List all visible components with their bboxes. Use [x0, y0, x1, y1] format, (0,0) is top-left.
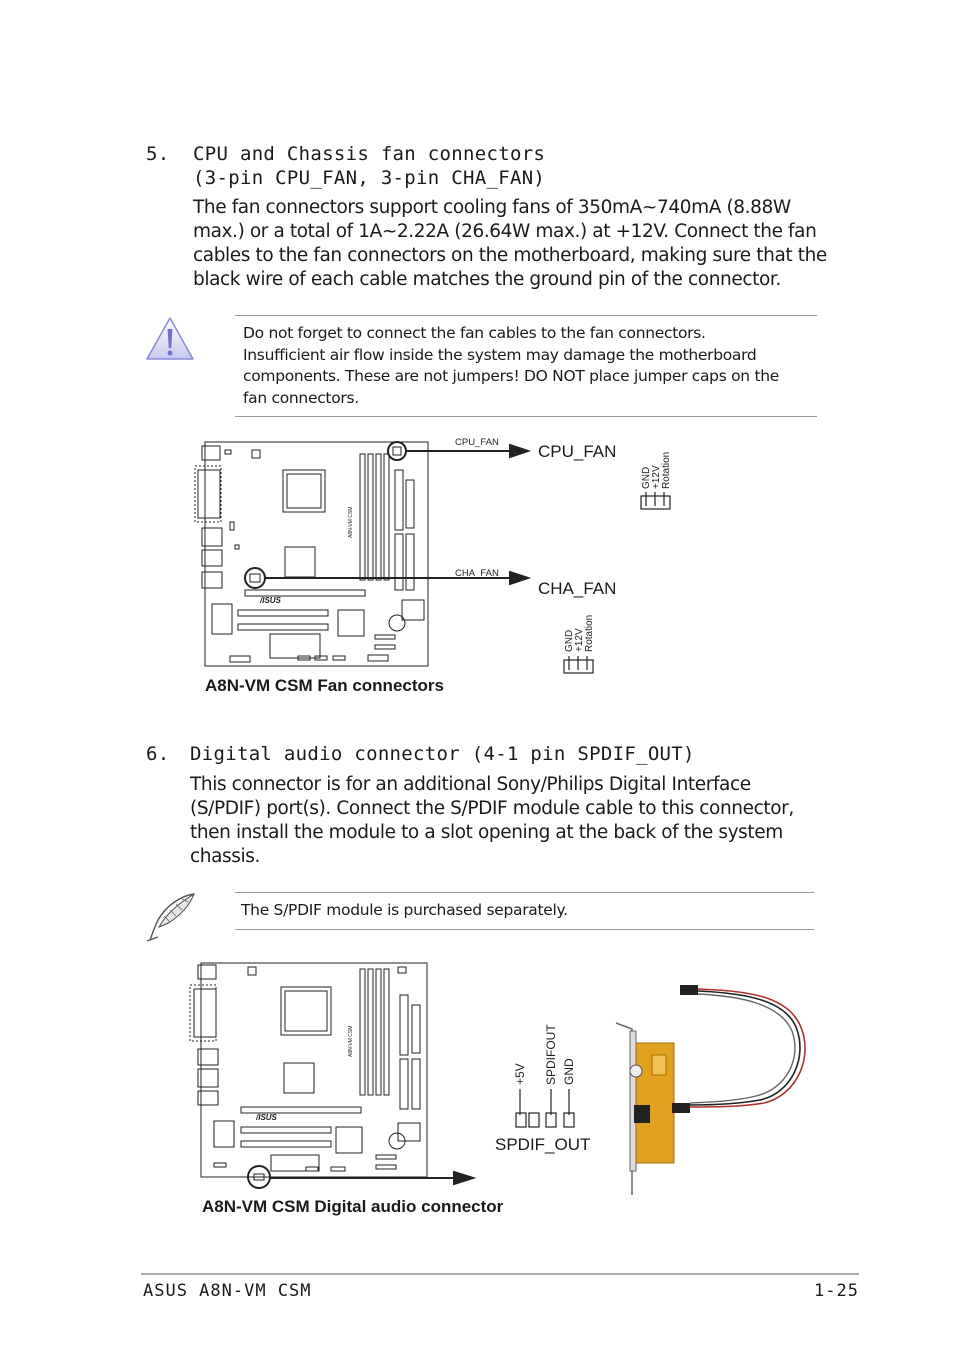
- warning-line: Insufficient air flow inside the system may damage the motherboard: [243, 345, 757, 364]
- warning-top-rule: [235, 315, 817, 316]
- fan-diagram-caption: A8N-VM CSM Fan connectors: [205, 676, 444, 695]
- board-logo: /ISUS: [256, 1113, 277, 1122]
- spdif-header-icon: [516, 1089, 574, 1127]
- footer-page-number: 1-25: [814, 1281, 859, 1301]
- section6-number: 6.: [146, 743, 170, 765]
- cha-pin-gnd: GND: [564, 629, 575, 652]
- body-line: This connector is for an additional Sony/Philips Digital Interface: [190, 774, 751, 795]
- board-model-text: A8N-VM CSM: [348, 1025, 354, 1057]
- body-line: then install the module to a slot opening at the back of the system: [190, 822, 783, 843]
- note-bottom-rule: [235, 929, 814, 930]
- body-line: chassis.: [190, 846, 260, 867]
- warning-line: fan connectors.: [243, 388, 359, 407]
- body-line: black wire of each cable matches the ground pin of the connector.: [193, 269, 781, 290]
- note-top-rule: [235, 892, 814, 893]
- board-logo: /ISUS: [260, 596, 281, 605]
- feather-pen-icon: [144, 890, 200, 944]
- spdif-module-illustration: [616, 985, 805, 1195]
- cha-fan-header-icon: [564, 656, 593, 673]
- spdif-pin-gnd: GND: [562, 1058, 576, 1085]
- cha-pin-12v: +12V: [574, 628, 585, 652]
- cha-pin-rotation: Rotation: [584, 614, 595, 652]
- cpu-pin-rotation: Rotation: [661, 451, 672, 489]
- cha-fan-small-label: CHA_FAN: [455, 568, 499, 579]
- cha-fan-label: CHA_FAN: [538, 579, 617, 598]
- warning-text: [243, 323, 813, 409]
- spdif-out-label: SPDIF_OUT: [495, 1135, 591, 1154]
- warning-line: components. These are not jumpers! DO NOT place jumper caps on the: [243, 367, 779, 385]
- spdif-diagram-caption: A8N-VM CSM Digital audio connector: [202, 1197, 504, 1216]
- spdif-pin-spdifout: SPDIFOUT: [544, 1024, 558, 1085]
- spdif-connector-diagram: [186, 955, 826, 1205]
- body-line: (S/PDIF) port(s). Connect the S/PDIF module cable to this connector,: [190, 798, 794, 819]
- cpu-fan-header-icon: [641, 492, 670, 509]
- section5-number: 5.: [146, 143, 170, 165]
- cpu-pin-12v: +12V: [651, 465, 662, 489]
- footer-left: ASUS A8N-VM CSM: [143, 1281, 312, 1301]
- section5-title-line1: CPU and Chassis fan connectors: [193, 143, 546, 165]
- footer-rule: [141, 1273, 859, 1275]
- warning-icon: [144, 315, 196, 363]
- spdif-pin-5v: +5V: [513, 1063, 527, 1085]
- body-line: max.) or a total of 1A~2.22A (26.64W max.) at +12V. Connect the fan: [193, 221, 817, 242]
- section6-body: [190, 773, 830, 869]
- note-text: The S/PDIF module is purchased separately.: [241, 901, 568, 919]
- section6-title: Digital audio connector (4-1 pin SPDIF_OUT): [190, 743, 695, 765]
- fan-connector-diagram: [190, 430, 710, 700]
- section5-body: [193, 196, 833, 292]
- warning-line: Do not forget to connect the fan cables to the fan connectors.: [243, 324, 706, 342]
- board-model-text: A8N-VM CSM: [348, 506, 354, 538]
- body-line: cables to the fan connectors on the motherboard, making sure that the: [193, 245, 827, 266]
- cpu-fan-small-label: CPU_FAN: [455, 437, 499, 448]
- section5-title-line2: (3-pin CPU_FAN, 3-pin CHA_FAN): [193, 167, 546, 189]
- cpu-fan-label: CPU_FAN: [538, 442, 617, 461]
- body-line: The fan connectors support cooling fans of 350mA~740mA (8.88W: [193, 197, 791, 218]
- cpu-pin-gnd: GND: [641, 466, 652, 489]
- warning-bottom-rule: [235, 416, 817, 417]
